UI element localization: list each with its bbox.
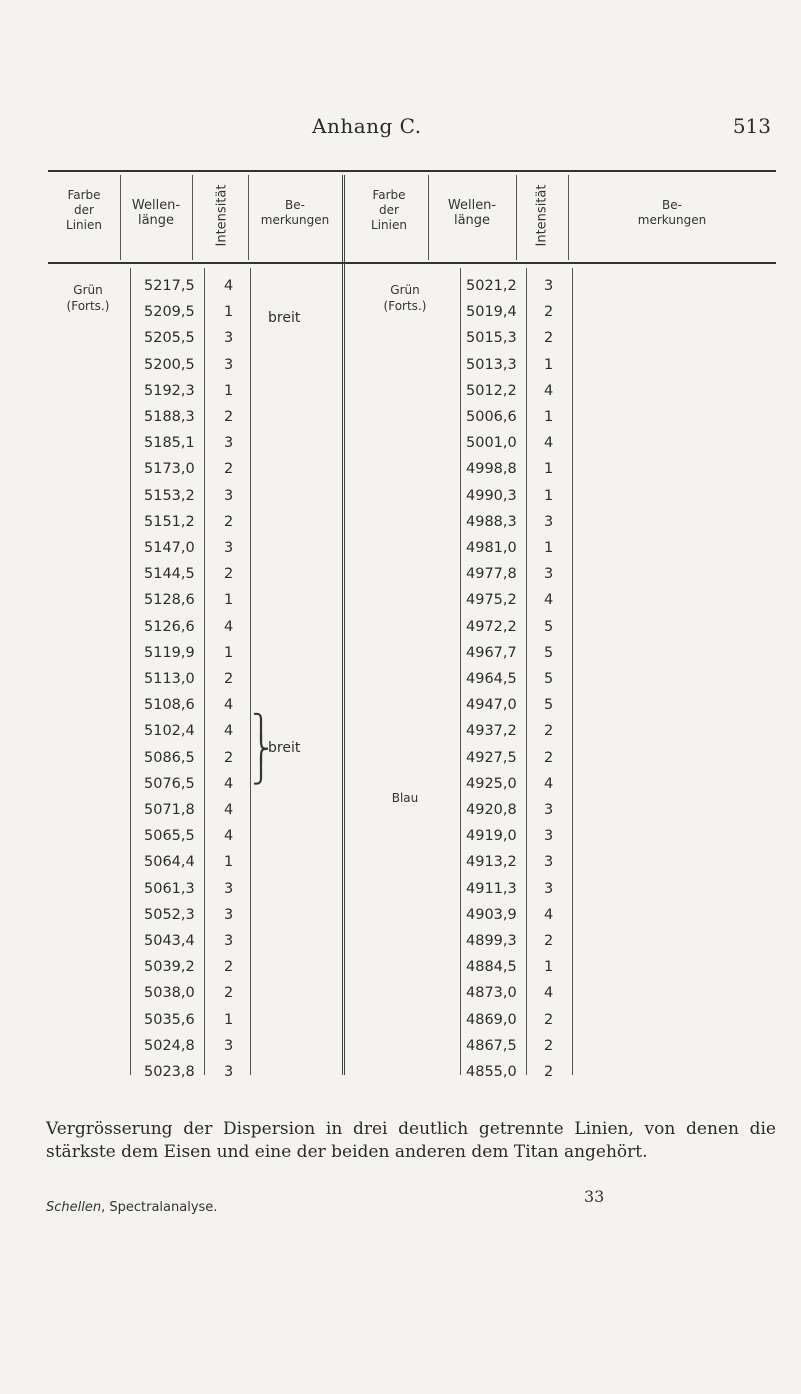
wavelength-cell: 5039,2 — [144, 959, 195, 976]
wavelength-cell: 5173,0 — [144, 461, 195, 478]
intensity-cell: 3 — [544, 513, 554, 530]
wavelength-cell: 4977,8 — [466, 566, 517, 583]
intensity-cell: 4 — [544, 906, 554, 923]
wavelength-cell: 5038,0 — [144, 985, 195, 1002]
intensity-cell: 5 — [544, 671, 554, 687]
wavelength-cell: 4967,7 — [466, 644, 517, 661]
intensity-cell: 5 — [544, 697, 554, 714]
wavelength-cell: 5144,5 — [144, 566, 195, 583]
source-author: Schellen — [46, 1200, 102, 1215]
brace-mark: ⎫ ⎬ ⎭ — [252, 713, 270, 785]
intensity-cell: 2 — [224, 671, 234, 687]
wavelength-cell: 5012,2 — [466, 382, 517, 399]
intensity-cell: 4 — [224, 828, 234, 845]
intensity-cell: 4 — [544, 985, 554, 1002]
intensity-cell: 4 — [544, 382, 554, 399]
intensity-cell: 4 — [544, 592, 554, 609]
table-header-rule — [48, 262, 776, 264]
wavelength-cell: 5035,6 — [144, 1011, 195, 1028]
intensity-cell: 1 — [224, 382, 234, 399]
column-divider — [526, 268, 527, 1075]
signature-mark: 33 — [584, 1187, 605, 1206]
wavelength-cell: 4855,0 — [466, 1064, 517, 1080]
wavelength-cell: 4873,0 — [466, 985, 517, 1002]
intensity-cell: 4 — [224, 278, 234, 294]
intensity-cell: 1 — [544, 409, 554, 425]
column-divider — [572, 268, 573, 1075]
wavelength-cell: 4911,3 — [466, 880, 517, 897]
wavelength-cell: 5021,2 — [466, 278, 517, 294]
intensity-cell: 1 — [224, 1011, 234, 1028]
intensity-cell: 2 — [544, 1064, 554, 1080]
wavelength-cell: 5076,5 — [144, 775, 195, 792]
wavelength-cell: 4975,2 — [466, 592, 517, 609]
wavelength-cell: 4998,8 — [466, 461, 517, 478]
wavelength-cell: 5205,5 — [144, 330, 195, 347]
intensity-cell: 2 — [544, 723, 554, 740]
intensity-cell: 1 — [224, 592, 234, 609]
intensity-cell: 2 — [224, 409, 234, 425]
wavelength-cell: 4919,0 — [466, 828, 517, 845]
intensity-cell: 2 — [544, 749, 554, 766]
intensity-cell: 2 — [544, 304, 554, 321]
intensity-cell: 3 — [544, 278, 554, 294]
header-intensity: Intensität — [214, 184, 230, 247]
intensity-cell: 1 — [224, 854, 234, 871]
wavelength-cell: 5024,8 — [144, 1037, 195, 1054]
wavelength-cell: 5151,2 — [144, 513, 195, 530]
intensity-cell: 1 — [544, 461, 554, 478]
remark-text: breit — [268, 740, 301, 756]
page-number: 513 — [732, 114, 771, 138]
intensity-cell: 4 — [544, 775, 554, 792]
wavelength-cell: 5200,5 — [144, 356, 195, 373]
header-wavelength: Wellen- länge — [131, 198, 181, 228]
intensity-cell: 1 — [544, 356, 554, 373]
wavelength-cell: 4903,9 — [466, 906, 517, 923]
wavelength-cell: 5015,3 — [466, 330, 517, 347]
remark-text: breit — [268, 310, 301, 326]
wavelength-cell: 5119,9 — [144, 644, 195, 661]
intensity-cell: 2 — [224, 513, 234, 530]
wavelength-cell: 4867,5 — [466, 1037, 517, 1054]
wavelength-cell: 5065,5 — [144, 828, 195, 845]
table-top-rule — [48, 170, 776, 172]
intensity-cell: 3 — [224, 906, 234, 923]
intensity-cell: 2 — [544, 933, 554, 949]
intensity-cell: 3 — [224, 933, 234, 949]
wavelength-cell: 5209,5 — [144, 304, 195, 321]
intensity-cell: 2 — [224, 461, 234, 478]
wavelength-cell: 5001,0 — [466, 435, 517, 452]
intensity-cell: 3 — [544, 854, 554, 871]
intensity-cell: 3 — [224, 1037, 234, 1054]
column-divider — [204, 268, 205, 1075]
wavelength-cell: 5006,6 — [466, 409, 517, 425]
wavelength-cell: 5043,4 — [144, 933, 195, 949]
wavelength-cell: 4925,0 — [466, 775, 517, 792]
wavelength-cell: 5126,6 — [144, 618, 195, 635]
column-divider — [250, 268, 251, 1075]
wavelength-cell: 4913,2 — [466, 854, 517, 871]
wavelength-cell: 4869,0 — [466, 1011, 517, 1028]
wavelength-cell: 4920,8 — [466, 802, 517, 818]
wavelength-cell: 4981,0 — [466, 540, 517, 556]
wavelength-cell: 5108,6 — [144, 697, 195, 714]
intensity-cell: 2 — [224, 749, 234, 766]
footnote: Vergrösserung der Dispersion in drei deutlich getrennte Linien, von denen die stärkste dem Eisen und eine der beiden anderen dem Titan angehört. — [46, 1119, 776, 1162]
intensity-cell: 3 — [544, 828, 554, 845]
wavelength-cell: 5019,4 — [466, 304, 517, 321]
wavelength-cell: 4990,3 — [466, 487, 517, 504]
intensity-cell: 3 — [224, 356, 234, 373]
header-remarks: Be- merkungen — [637, 198, 707, 227]
intensity-cell: 5 — [544, 644, 554, 661]
intensity-cell: 4 — [224, 618, 234, 635]
running-head — [0, 114, 801, 144]
wavelength-cell: 5128,6 — [144, 592, 195, 609]
column-divider — [130, 268, 131, 1075]
intensity-cell: 3 — [544, 802, 554, 818]
wavelength-cell: 5023,8 — [144, 1064, 195, 1080]
wavelength-cell: 5147,0 — [144, 540, 195, 556]
intensity-cell: 2 — [224, 566, 234, 583]
wavelength-cell: 4927,5 — [466, 749, 517, 766]
table-center-divider — [342, 175, 345, 1075]
wavelength-cell: 5192,3 — [144, 382, 195, 399]
intensity-cell: 3 — [224, 540, 234, 556]
intensity-cell: 2 — [224, 985, 234, 1002]
wavelength-cell: 5086,5 — [144, 749, 195, 766]
wavelength-cell: 5071,8 — [144, 802, 195, 818]
wavelength-cell: 5188,3 — [144, 409, 195, 425]
wavelength-cell: 5013,3 — [466, 356, 517, 373]
intensity-cell: 2 — [224, 959, 234, 976]
header-wavelength: Wellen- länge — [447, 198, 497, 228]
intensity-cell: 1 — [544, 540, 554, 556]
header-remarks: Be- merkungen — [260, 198, 330, 227]
wavelength-cell: 5217,5 — [144, 278, 195, 294]
running-title: Anhang C. — [312, 114, 422, 138]
source-line — [46, 1200, 217, 1215]
intensity-cell: 4 — [224, 723, 234, 740]
intensity-cell: 3 — [544, 566, 554, 583]
color-group-label: Grün (Forts.) — [66, 283, 110, 313]
intensity-cell: 1 — [544, 487, 554, 504]
source-title: , Spectralanalyse. — [101, 1200, 218, 1215]
intensity-cell: 3 — [544, 880, 554, 897]
wavelength-cell: 5102,4 — [144, 723, 195, 740]
wavelength-cell: 4972,2 — [466, 618, 517, 635]
color-group-label: Blau — [391, 791, 419, 805]
wavelength-cell: 5064,4 — [144, 854, 195, 871]
intensity-cell: 4 — [224, 775, 234, 792]
intensity-cell: 4 — [544, 435, 554, 452]
wavelength-cell: 4947,0 — [466, 697, 517, 714]
intensity-cell: 3 — [224, 435, 234, 452]
intensity-cell: 2 — [544, 1037, 554, 1054]
intensity-cell: 4 — [224, 697, 234, 714]
column-divider — [516, 175, 517, 260]
wavelength-cell: 5052,3 — [144, 906, 195, 923]
wavelength-cell: 5061,3 — [144, 880, 195, 897]
wavelength-cell: 5185,1 — [144, 435, 195, 452]
intensity-cell: 3 — [224, 880, 234, 897]
intensity-cell: 5 — [544, 618, 554, 635]
wavelength-cell: 4899,3 — [466, 933, 517, 949]
column-divider — [460, 268, 461, 1075]
column-divider — [192, 175, 193, 260]
wavelength-cell: 4988,3 — [466, 513, 517, 530]
intensity-cell: 3 — [224, 487, 234, 504]
header-color: Farbe der Linien — [66, 188, 102, 232]
wavelength-cell: 5153,2 — [144, 487, 195, 504]
wavelength-cell: 5113,0 — [144, 671, 195, 687]
header-intensity: Intensität — [534, 184, 550, 247]
wavelength-cell: 4884,5 — [466, 959, 517, 976]
wavelength-cell: 4964,5 — [466, 671, 517, 687]
intensity-cell: 1 — [224, 304, 234, 321]
intensity-cell: 3 — [224, 330, 234, 347]
intensity-cell: 4 — [224, 802, 234, 818]
intensity-cell: 1 — [544, 959, 554, 976]
wavelength-cell: 4937,2 — [466, 723, 517, 740]
color-group-label: Grün (Forts.) — [383, 283, 427, 313]
intensity-cell: 3 — [224, 1064, 234, 1080]
intensity-cell: 1 — [224, 644, 234, 661]
header-color: Farbe der Linien — [371, 188, 407, 232]
intensity-cell: 2 — [544, 1011, 554, 1028]
intensity-cell: 2 — [544, 330, 554, 347]
